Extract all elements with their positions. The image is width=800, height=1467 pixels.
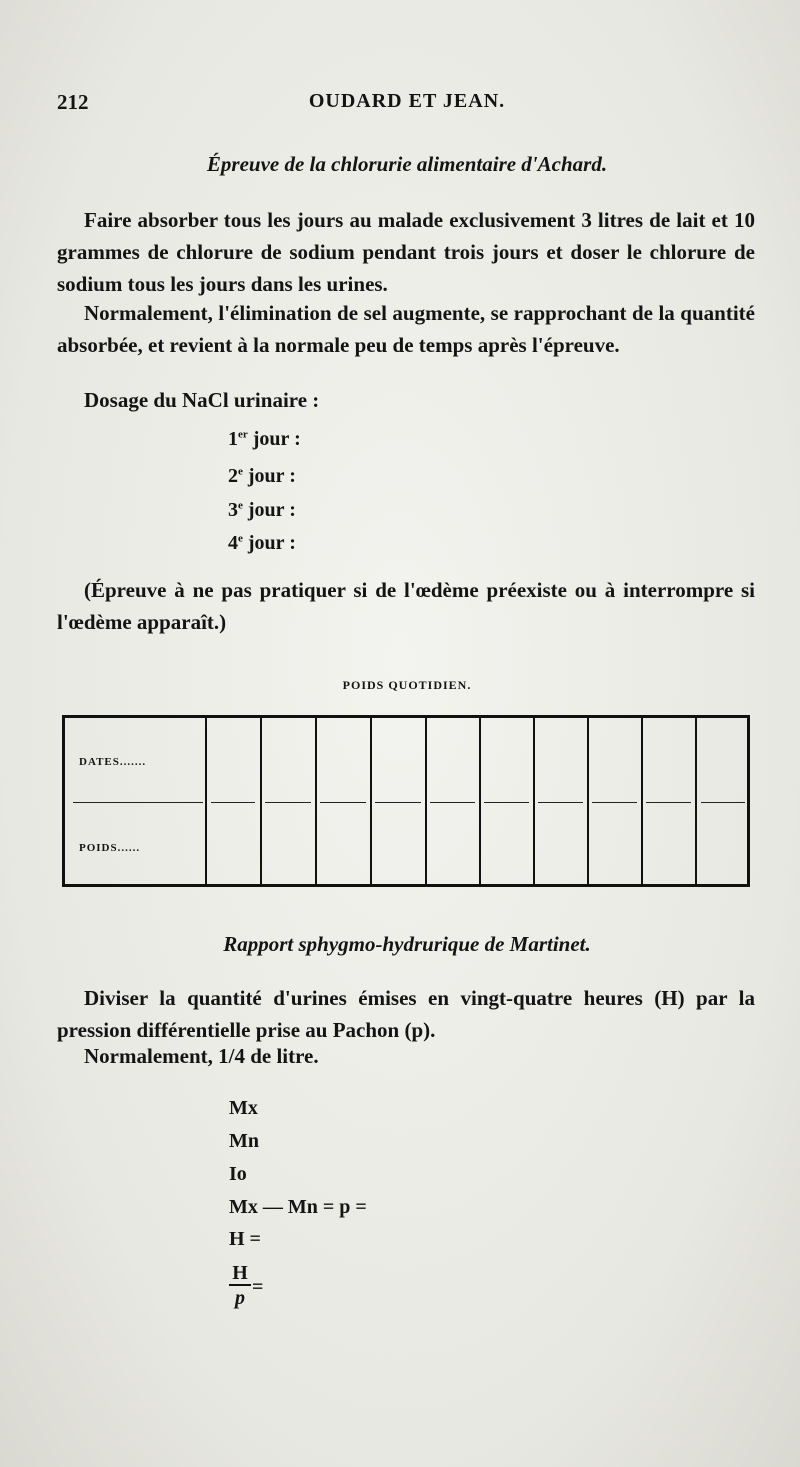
poids-title: POIDS QUOTIDIEN. xyxy=(342,678,472,692)
poids-row-label: POIDS...... xyxy=(79,842,141,854)
column-rule xyxy=(260,718,262,884)
martinet-paragraph-1: Diviser la quantité d'urines émises en vingt-quatre heures (H) par la pression différentielle prise au Pachon (p). xyxy=(57,986,755,1042)
martinet-paragraph-2: Normalement, 1/4 de litre. xyxy=(84,1044,319,1068)
fraction-denominator: p xyxy=(235,1287,245,1309)
day-line-2: 2e jour : xyxy=(228,465,296,487)
cell-divider xyxy=(646,802,691,803)
achard-note: (Épreuve à ne pas pratiquer si de l'œdème préexiste ou à interrompre si l'œdème apparaît.) xyxy=(57,578,755,634)
formula-mx: Mx xyxy=(229,1097,258,1119)
running-title: OUDARD ET JEAN. xyxy=(308,90,506,112)
dosage-heading: Dosage du NaCl urinaire : xyxy=(84,388,320,412)
daily-weight-table xyxy=(62,715,750,887)
cell-divider xyxy=(265,802,311,803)
running-head xyxy=(57,90,757,120)
column-rule xyxy=(479,718,481,884)
cell-divider xyxy=(538,802,583,803)
cell-divider xyxy=(592,802,637,803)
fraction-equals: = xyxy=(252,1276,264,1298)
achard-title: Épreuve de la chlorurie alimentaire d'Achard. xyxy=(206,152,608,176)
formula-mn: Mn xyxy=(229,1130,259,1152)
column-rule xyxy=(315,718,317,884)
fraction-numerator: H xyxy=(229,1262,251,1286)
formula-difference: Mx — Mn = p = xyxy=(229,1196,367,1218)
column-rule xyxy=(587,718,589,884)
achard-paragraph-1: Faire absorber tous les jours au malade exclusivement 3 litres de lait et 10 grammes de chlorure de sodium pendant trois jours et doser le chlorure de sodium tous les jours dans les urines. xyxy=(57,208,755,296)
day-line-4: 4e jour : xyxy=(228,532,296,554)
martinet-title: Rapport sphygmo-hydrurique de Martinet. xyxy=(223,932,591,956)
column-rule xyxy=(641,718,643,884)
achard-paragraph-2: Normalement, l'élimination de sel augmente, se rapprochant de la quantité absorbée, et revient à la normale peu de temps après l'épreuve. xyxy=(57,301,755,357)
formula-fraction xyxy=(229,1262,251,1310)
cell-divider xyxy=(701,802,745,803)
label-divider xyxy=(73,802,203,803)
cell-divider xyxy=(484,802,529,803)
day-line-1: 1er jour : xyxy=(228,428,301,450)
column-rule xyxy=(533,718,535,884)
column-rule xyxy=(370,718,372,884)
column-rule xyxy=(425,718,427,884)
formula-io: Io xyxy=(229,1163,247,1185)
cell-divider xyxy=(320,802,366,803)
formula-h: H = xyxy=(229,1228,261,1250)
dates-row-label: DATES....... xyxy=(79,756,147,768)
column-rule xyxy=(695,718,697,884)
day-line-3: 3e jour : xyxy=(228,499,296,521)
cell-divider xyxy=(430,802,475,803)
page-number: 212 xyxy=(57,90,89,114)
cell-divider xyxy=(211,802,255,803)
column-rule xyxy=(205,718,207,884)
cell-divider xyxy=(375,802,421,803)
